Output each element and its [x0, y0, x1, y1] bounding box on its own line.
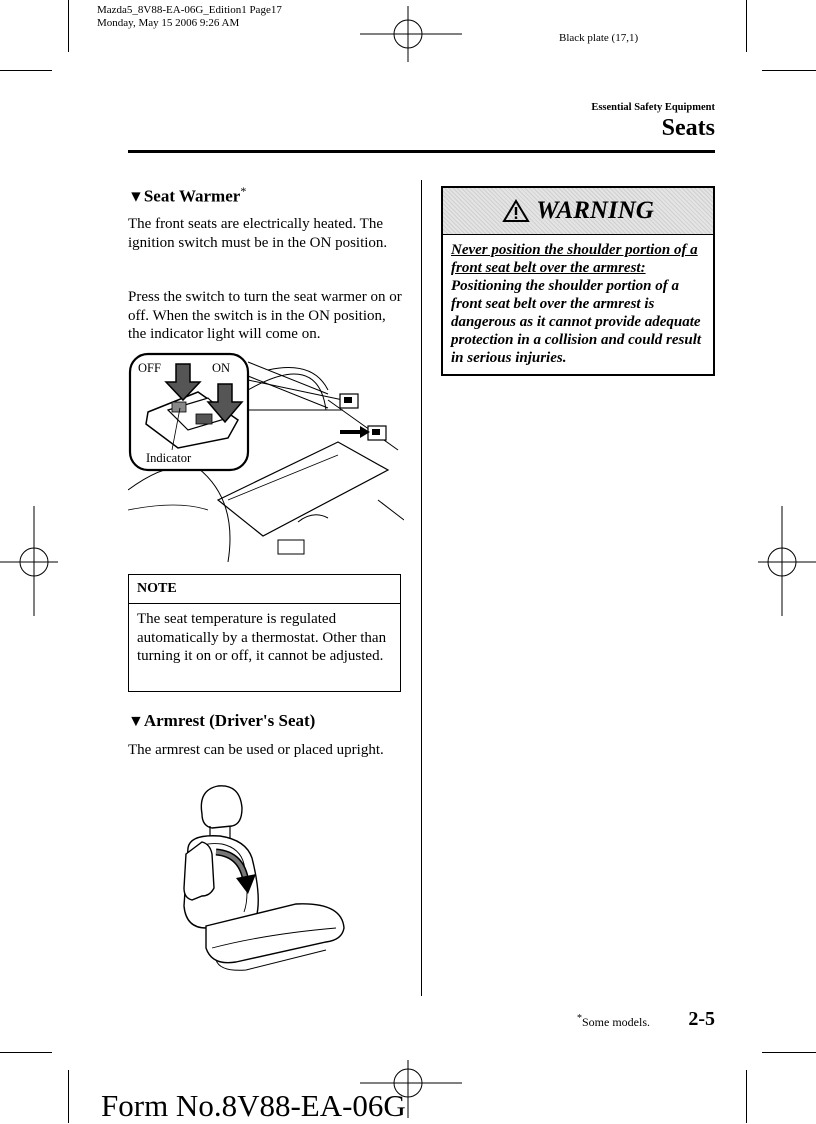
indicator-label: Indicator	[146, 451, 192, 465]
off-label: OFF	[138, 361, 161, 375]
print-file-line: Mazda5_8V88-EA-06G_Edition1 Page17	[97, 4, 282, 16]
page-number: 2-5	[688, 1008, 715, 1030]
print-date-line: Monday, May 15 2006 9:26 AM	[97, 17, 240, 29]
registration-mark-icon	[756, 500, 816, 620]
armrest-heading-text: Armrest (Driver's Seat)	[143, 711, 316, 730]
seat-warmer-paragraph-2: Press the switch to turn the seat warmer on or off. When the switch is in the ON position, the indicator light will come on.	[128, 289, 402, 342]
on-label: ON	[212, 361, 231, 375]
note-box	[128, 574, 401, 692]
footnote	[577, 1013, 650, 1030]
crop-mark	[746, 0, 747, 52]
crop-mark	[68, 1070, 69, 1123]
warning-text: Positioning the shoulder portion of a front seat belt over the armrest is dangerous as it cannot provide adequate protection in a collision and could result in serious injuries.	[451, 278, 702, 366]
crop-mark	[0, 70, 52, 71]
warning-body	[443, 235, 713, 373]
page-title: Seats	[661, 115, 715, 141]
warning-header	[443, 188, 713, 235]
form-number: Form No.8V88-EA-06G	[101, 1088, 406, 1123]
armrest-illustration	[176, 778, 356, 974]
seat-warmer-heading-text: Seat Warmer	[143, 186, 241, 206]
crop-mark	[746, 1070, 747, 1123]
seat-warmer-paragraph-1: The front seats are electrically heated. The ignition switch must be in the ON position.	[128, 216, 388, 251]
warning-triangle-icon	[502, 199, 530, 223]
crop-mark	[762, 70, 816, 71]
registration-mark-icon	[350, 4, 470, 64]
seat-warmer-figure	[128, 350, 404, 562]
registration-mark-icon	[0, 500, 60, 620]
model-asterisk: *	[240, 184, 247, 198]
header-rule	[128, 150, 715, 153]
section-label: Essential Safety Equipment	[591, 102, 715, 113]
warning-box	[441, 186, 715, 376]
crop-mark	[0, 1052, 52, 1053]
footnote-text: Some models.	[582, 1015, 650, 1029]
armrest-paragraph: The armrest can be used or placed upright.	[128, 742, 384, 758]
seat-warmer-heading	[128, 184, 246, 207]
section-marker-icon: ▼	[128, 188, 144, 206]
warning-lead: Never position the shoulder portion of a front seat belt over the armrest:	[451, 242, 698, 276]
footnote-asterisk: *	[577, 1013, 582, 1024]
crop-mark	[762, 1052, 816, 1053]
column-divider	[421, 180, 422, 996]
section-marker-icon: ▼	[128, 713, 144, 730]
note-heading: NOTE	[129, 575, 400, 604]
crop-mark	[68, 0, 69, 52]
armrest-heading	[128, 711, 315, 731]
plate-label: Black plate (17,1)	[559, 32, 639, 44]
warning-heading: WARNING	[536, 197, 654, 224]
note-text: The seat temperature is regulated automatically by a thermostat. Other than turning it on or off, it cannot be adjusted.	[137, 611, 387, 664]
